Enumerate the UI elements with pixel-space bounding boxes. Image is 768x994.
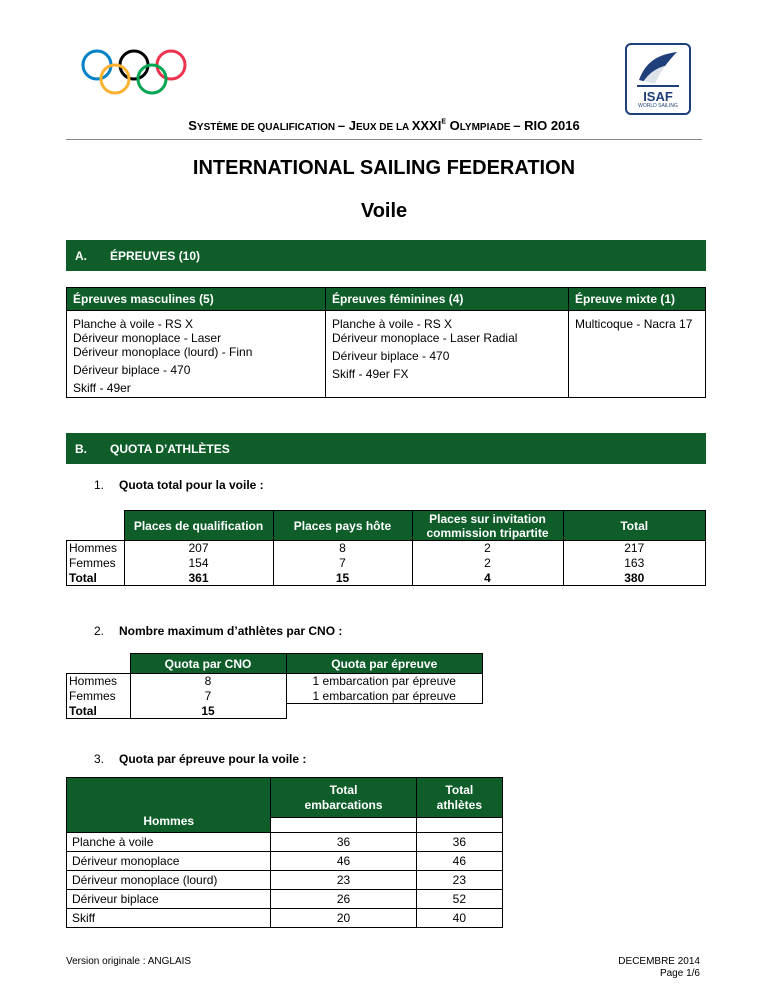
section-a-letter: A. bbox=[75, 249, 87, 263]
col-header: Places pays hôte bbox=[273, 511, 412, 541]
header-title-part: YSTÈME DE QUALIFICATION bbox=[196, 122, 338, 133]
document-title: INTERNATIONAL SAILING FEDERATION bbox=[192, 157, 576, 179]
blank-corner bbox=[67, 654, 131, 674]
row-label: Hommes bbox=[67, 541, 125, 556]
item-3-title: Quota par épreuve pour la voile : bbox=[119, 752, 307, 766]
document-header-title bbox=[0, 117, 768, 135]
noc-quota-table bbox=[66, 653, 483, 719]
event-item: Multicoque - Nacra 17 bbox=[575, 317, 693, 331]
cell: 1 embarcation par épreuve bbox=[286, 674, 483, 689]
events-women-cell bbox=[326, 311, 569, 398]
blank-corner bbox=[67, 511, 125, 541]
cell: 4 bbox=[412, 571, 563, 586]
cell: 46 bbox=[416, 852, 502, 871]
events-men-cell bbox=[67, 311, 326, 398]
row-label: Skiff bbox=[67, 909, 271, 928]
item-3-number: 3. bbox=[94, 752, 105, 766]
section-b-label: QUOTA D’ATHLÈTES bbox=[110, 442, 230, 456]
event-item: Dériveur monoplace - Laser bbox=[73, 331, 222, 345]
event-item: Dériveur monoplace (lourd) - Finn bbox=[73, 345, 253, 359]
cell: 8 bbox=[273, 541, 412, 556]
cell bbox=[286, 704, 483, 719]
cell: 20 bbox=[271, 909, 416, 928]
cell: 36 bbox=[416, 833, 502, 852]
col-header: Quota par CNO bbox=[130, 654, 286, 674]
header-title-part: S bbox=[188, 118, 197, 133]
events-header-women: Épreuves féminines (4) bbox=[326, 288, 569, 311]
cell: 163 bbox=[563, 556, 706, 571]
cell: 52 bbox=[416, 890, 502, 909]
section-b-bar bbox=[66, 433, 706, 464]
col-header: Quota par épreuve bbox=[286, 654, 483, 674]
item-1-number: 1. bbox=[94, 478, 105, 492]
cell: 2 bbox=[412, 541, 563, 556]
header-title-part: O bbox=[445, 118, 460, 133]
col-header: Total athlètes bbox=[416, 778, 502, 818]
cell: 7 bbox=[273, 556, 412, 571]
event-quota-table bbox=[66, 777, 503, 928]
events-table bbox=[66, 287, 706, 398]
cell: 40 bbox=[416, 909, 502, 928]
item-1-title: Quota total pour la voile : bbox=[119, 478, 264, 492]
row-label: Femmes bbox=[67, 689, 131, 704]
events-header-men: Épreuves masculines (5) bbox=[67, 288, 326, 311]
event-item: Planche à voile - RS X bbox=[332, 317, 453, 331]
cell: 36 bbox=[271, 833, 416, 852]
total-quota-table bbox=[66, 510, 706, 586]
header-title-part: E bbox=[441, 118, 446, 126]
col-header: Places de qualification bbox=[124, 511, 273, 541]
event-item: Skiff - 49er bbox=[73, 381, 131, 395]
isaf-logo-subtext: WORLD SAILING bbox=[638, 103, 678, 109]
cell: 23 bbox=[416, 871, 502, 890]
blank-cell bbox=[271, 818, 416, 833]
section-a-label: ÉPREUVES (10) bbox=[110, 249, 201, 263]
col-header: Total embarcations bbox=[271, 778, 416, 818]
row-label: Dériveur biplace bbox=[67, 890, 271, 909]
cell: 2 bbox=[412, 556, 563, 571]
row-label: Total bbox=[67, 571, 125, 586]
section-b-letter: B. bbox=[75, 442, 87, 456]
header-title-part: XXXI bbox=[411, 118, 442, 133]
sail-icon bbox=[633, 50, 683, 88]
event-item: Dériveur biplace - 470 bbox=[332, 349, 450, 363]
cell: 15 bbox=[273, 571, 412, 586]
row-label: Total bbox=[67, 704, 131, 719]
cell: 23 bbox=[271, 871, 416, 890]
row-label: Planche à voile bbox=[67, 833, 271, 852]
header-rule bbox=[66, 139, 702, 140]
blank-cell bbox=[416, 818, 502, 833]
cell: 380 bbox=[563, 571, 706, 586]
event-item: Dériveur monoplace - Laser Radial bbox=[332, 331, 518, 345]
table-group-header: Hommes bbox=[67, 778, 271, 833]
event-item: Skiff - 49er FX bbox=[332, 367, 409, 381]
document-subtitle: Voile bbox=[360, 200, 408, 222]
cell: 154 bbox=[124, 556, 273, 571]
cell: 26 bbox=[271, 890, 416, 909]
cell: 207 bbox=[124, 541, 273, 556]
row-label: Dériveur monoplace (lourd) bbox=[67, 871, 271, 890]
header-title-part: IO 2016 bbox=[533, 118, 580, 133]
section-a-bar bbox=[66, 240, 706, 271]
events-mixed-cell bbox=[569, 311, 706, 398]
item-2-title: Nombre maximum d’athlètes par CNO : bbox=[119, 624, 343, 638]
isaf-logo bbox=[625, 43, 691, 115]
col-header: Places sur invitation commission tripartite bbox=[412, 511, 563, 541]
cell: 15 bbox=[130, 704, 286, 719]
row-label: Dériveur monoplace bbox=[67, 852, 271, 871]
header-title-part: LYMPIADE bbox=[459, 122, 514, 133]
footer-page: Page 1/6 bbox=[659, 968, 700, 979]
header-title-part: – J bbox=[337, 118, 356, 133]
footer-version: Version originale : ANGLAIS bbox=[66, 956, 192, 967]
isaf-logo-text: ISAF bbox=[643, 89, 673, 104]
footer-date: DECEMBRE 2014 bbox=[618, 956, 700, 967]
event-item: Dériveur biplace - 470 bbox=[73, 363, 191, 377]
cell: 1 embarcation par épreuve bbox=[286, 689, 483, 704]
row-label: Femmes bbox=[67, 556, 125, 571]
header-title-part: EUX DE LA bbox=[355, 122, 412, 133]
events-header-mixed: Épreuve mixte (1) bbox=[569, 288, 706, 311]
header-title-part: – R bbox=[513, 118, 534, 133]
event-item: Planche à voile - RS X bbox=[73, 317, 194, 331]
cell: 361 bbox=[124, 571, 273, 586]
cell: 217 bbox=[563, 541, 706, 556]
cell: 46 bbox=[271, 852, 416, 871]
cell: 8 bbox=[130, 674, 286, 689]
col-header: Total bbox=[563, 511, 706, 541]
cell: 7 bbox=[130, 689, 286, 704]
item-2-number: 2. bbox=[94, 624, 105, 638]
olympic-rings-logo bbox=[80, 48, 190, 98]
row-label: Hommes bbox=[67, 674, 131, 689]
